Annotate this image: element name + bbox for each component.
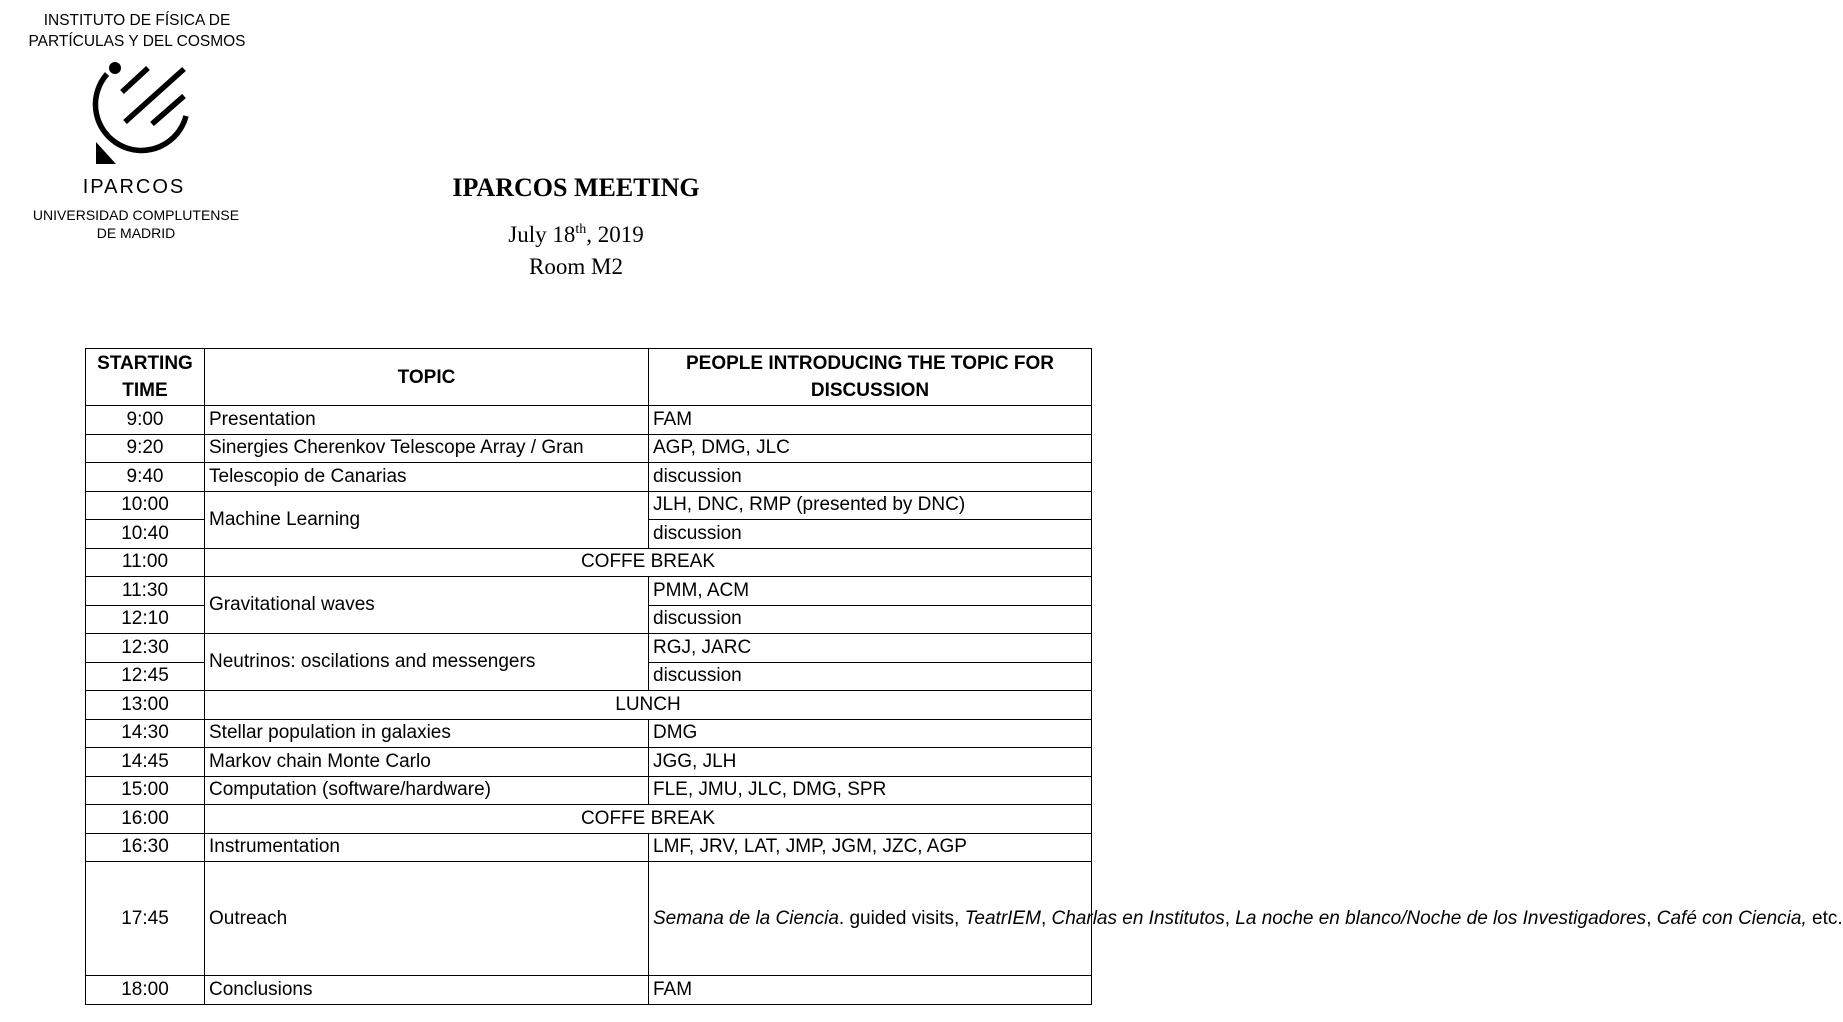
table-row: [86, 434, 1092, 463]
topic-cell: Machine Learning: [205, 491, 649, 548]
table-row: [86, 776, 1092, 805]
meeting-room: Room M2: [529, 254, 623, 279]
time-cell: 17:45: [86, 862, 205, 976]
institute-line-1: INSTITUTO DE FÍSICA DE: [43, 12, 231, 29]
date-suffix-sup: th: [575, 222, 587, 237]
table-row: [86, 491, 1092, 520]
time-cell: 18:00: [86, 976, 205, 1005]
topic-cell: Stellar population in galaxies: [205, 719, 649, 748]
institute-name: [8, 10, 266, 52]
time-cell: 12:30: [86, 634, 205, 663]
table-row: [86, 805, 1092, 834]
people-cell: discussion: [649, 463, 1092, 492]
people-cell: PMM, ACM: [649, 577, 1092, 606]
table-row: [86, 691, 1092, 720]
time-cell: 16:00: [86, 805, 205, 834]
people-cell: RGJ, JARC: [649, 634, 1092, 663]
time-cell: 15:00: [86, 776, 205, 805]
people-cell: FLE, JMU, JLC, DMG, SPR: [649, 776, 1092, 805]
table-row: [86, 833, 1092, 862]
table-row: [86, 862, 1092, 976]
topic-cell: Computation (software/hardware): [205, 776, 649, 805]
topic-cell: Neutrinos: oscilations and messengers: [205, 634, 649, 691]
topic-cell: Outreach: [205, 862, 649, 976]
time-cell: 9:00: [86, 406, 205, 435]
people-cell: discussion: [649, 605, 1092, 634]
people-cell: DMG: [649, 719, 1092, 748]
time-cell: 10:40: [86, 520, 205, 549]
iparcos-logo-icon: [78, 58, 190, 176]
table-row: [86, 634, 1092, 663]
people-cell: FAM: [649, 406, 1092, 435]
time-cell: 16:30: [86, 833, 205, 862]
meeting-title: IPARCOS MEETING: [452, 173, 700, 202]
university-line-2: DE MADRID: [96, 225, 176, 241]
table-row: [86, 406, 1092, 435]
university-line-1: UNIVERSIDAD COMPLUTENSE: [32, 207, 240, 223]
table-row: [86, 463, 1092, 492]
institute-line-2: PARTÍCULAS Y DEL COSMOS: [28, 33, 246, 50]
time-cell: 11:30: [86, 577, 205, 606]
people-cell: JGG, JLH: [649, 748, 1092, 777]
time-cell: 13:00: [86, 691, 205, 720]
table-row: [86, 748, 1092, 777]
time-cell: 12:10: [86, 605, 205, 634]
time-cell: 9:40: [86, 463, 205, 492]
date-prefix: July 18: [508, 222, 576, 247]
break-label: COFFE BREAK: [205, 548, 1092, 577]
lunch-label: LUNCH: [205, 691, 1092, 720]
table-header-row: [86, 349, 1092, 406]
people-cell: discussion: [649, 662, 1092, 691]
table-row: [86, 548, 1092, 577]
time-cell: 14:30: [86, 719, 205, 748]
topic-cell: Presentation: [205, 406, 649, 435]
people-cell: JLH, DNC, RMP (presented by DNC): [649, 491, 1092, 520]
topic-cell: Conclusions: [205, 976, 649, 1005]
break-label: COFFE BREAK: [205, 805, 1092, 834]
time-cell: 12:45: [86, 662, 205, 691]
people-cell: LMF, JRV, LAT, JMP, JGM, JZC, AGP: [649, 833, 1092, 862]
topic-cell: Sinergies Cherenkov Telescope Array / Gran: [205, 434, 649, 463]
topic-cell: Markov chain Monte Carlo: [205, 748, 649, 777]
time-cell: 10:00: [86, 491, 205, 520]
meeting-date: [420, 219, 732, 250]
header-topic: TOPIC: [205, 349, 649, 406]
schedule-table: [85, 348, 1843, 1005]
header-people: PEOPLE INTRODUCING THE TOPIC FOR DISCUSSION: [649, 349, 1092, 406]
people-cell: AGP, DMG, JLC: [649, 434, 1092, 463]
time-cell: 11:00: [86, 548, 205, 577]
topic-cell: Gravitational waves: [205, 577, 649, 634]
topic-cell: Instrumentation: [205, 833, 649, 862]
table-row: [86, 719, 1092, 748]
people-cell: Semana de la Ciencia. guided visits, TeatrIEM, Charlas en Institutos, La noche en blanco/Noche de los Investigadores, Café con Ciencia, etc.: [649, 862, 1092, 976]
date-year: , 2019: [586, 222, 644, 247]
table-row: [86, 976, 1092, 1005]
university-name: [10, 206, 262, 242]
people-cell: discussion: [649, 520, 1092, 549]
header-starting-time: STARTING TIME: [86, 349, 205, 406]
topic-cell: Telescopio de Canarias: [205, 463, 649, 492]
table-row: [86, 577, 1092, 606]
people-cell: FAM: [649, 976, 1092, 1005]
time-cell: 9:20: [86, 434, 205, 463]
logo-text: IPARCOS: [82, 176, 186, 198]
time-cell: 14:45: [86, 748, 205, 777]
